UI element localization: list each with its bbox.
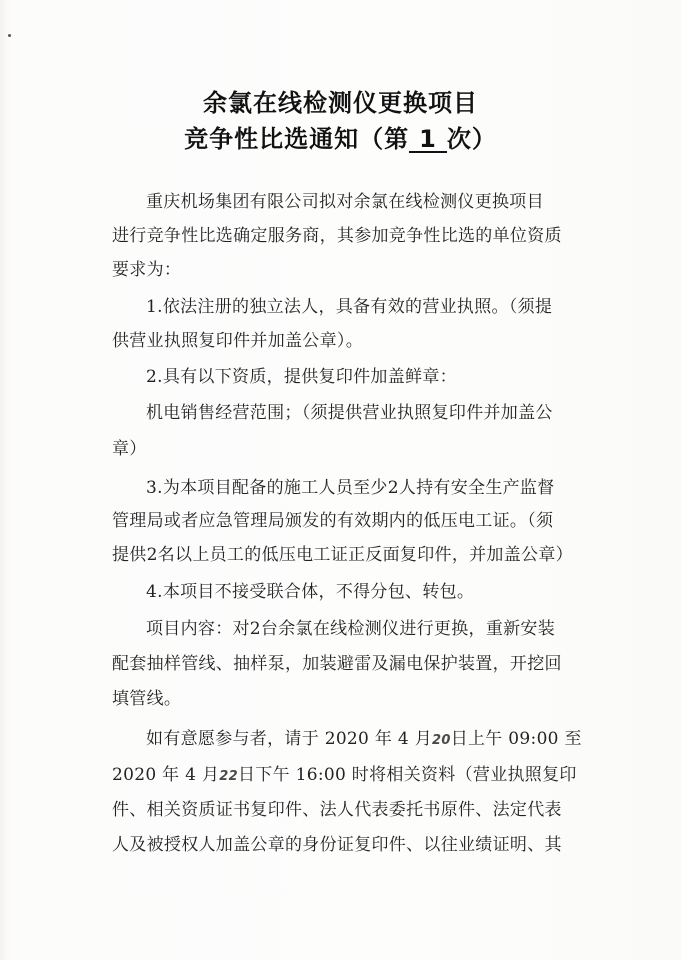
paragraph-line: 提供2名以上员工的低压电工证正反面复印件，并加盖公章） bbox=[112, 545, 573, 565]
paragraph-line: 2.具有以下资质，提供复印件加盖鲜章： bbox=[146, 367, 457, 387]
paragraph-line: 要求为： bbox=[112, 260, 182, 280]
paragraph-line: 1.依法注册的独立法人，具备有效的营业执照。（须提 bbox=[146, 297, 553, 317]
paragraph-line: 进行竞争性比选确定服务商，其参加竞争性比选的单位资质 bbox=[112, 226, 562, 246]
handwritten-end-day: 22 bbox=[219, 769, 238, 784]
date-line-start bbox=[146, 728, 582, 752]
date-line-end bbox=[112, 764, 577, 788]
paragraph-line: 章） bbox=[112, 439, 147, 459]
paragraph-line: 人及被授权人加盖公章的身份证复印件、以往业绩证明、其 bbox=[112, 835, 562, 855]
paragraph-line: 配套抽样管线、抽样泵，加装避雷及漏电保护装置，开挖回 bbox=[112, 654, 562, 674]
paragraph-line: 3.为本项目配备的施工人员至少2人持有安全生产监督 bbox=[146, 478, 555, 498]
paragraph-line: 件、相关资质证书复印件、法人代表委托书原件、法定代表 bbox=[112, 800, 562, 820]
paragraph-line: 供营业执照复印件并加盖公章）。 bbox=[112, 331, 363, 351]
document-title-line1: 余氯在线检测仪更换项目 bbox=[203, 89, 478, 117]
date-line-start-tail: 日上午 09:00 至 bbox=[450, 729, 582, 749]
handwritten-start-day: 20 bbox=[432, 733, 451, 748]
notice-number: 1 bbox=[409, 127, 447, 153]
paragraph-line: 机电销售经营范围；（须提供营业执照复印件并加盖公 bbox=[146, 403, 553, 423]
date-line-start-text: 如有意愿参与者，请于 2020 年 4 月 bbox=[146, 729, 432, 749]
scan-speck bbox=[8, 34, 11, 37]
title-prefix: 竞争性比选通知（第 bbox=[184, 125, 410, 153]
paragraph-line: 管理局或者应急管理局颁发的有效期内的低压电工证。（须 bbox=[112, 511, 554, 531]
paragraph-line: 4.本项目不接受联合体，不得分包、转包。 bbox=[146, 582, 475, 602]
paragraph-line: 项目内容：对2台余氯在线检测仪进行更换，重新安装 bbox=[146, 619, 556, 639]
date-line-end-tail: 日下午 16:00 时将相关资料（营业执照复印 bbox=[238, 765, 577, 785]
title-suffix: 次） bbox=[446, 125, 497, 153]
paragraph-line: 重庆机场集团有限公司拟对余氯在线检测仪更换项目 bbox=[146, 192, 544, 212]
paragraph-line: 填管线。 bbox=[112, 689, 182, 709]
document-title-line2 bbox=[0, 119, 681, 154]
date-line-end-text: 2020 年 4 月 bbox=[112, 765, 220, 785]
